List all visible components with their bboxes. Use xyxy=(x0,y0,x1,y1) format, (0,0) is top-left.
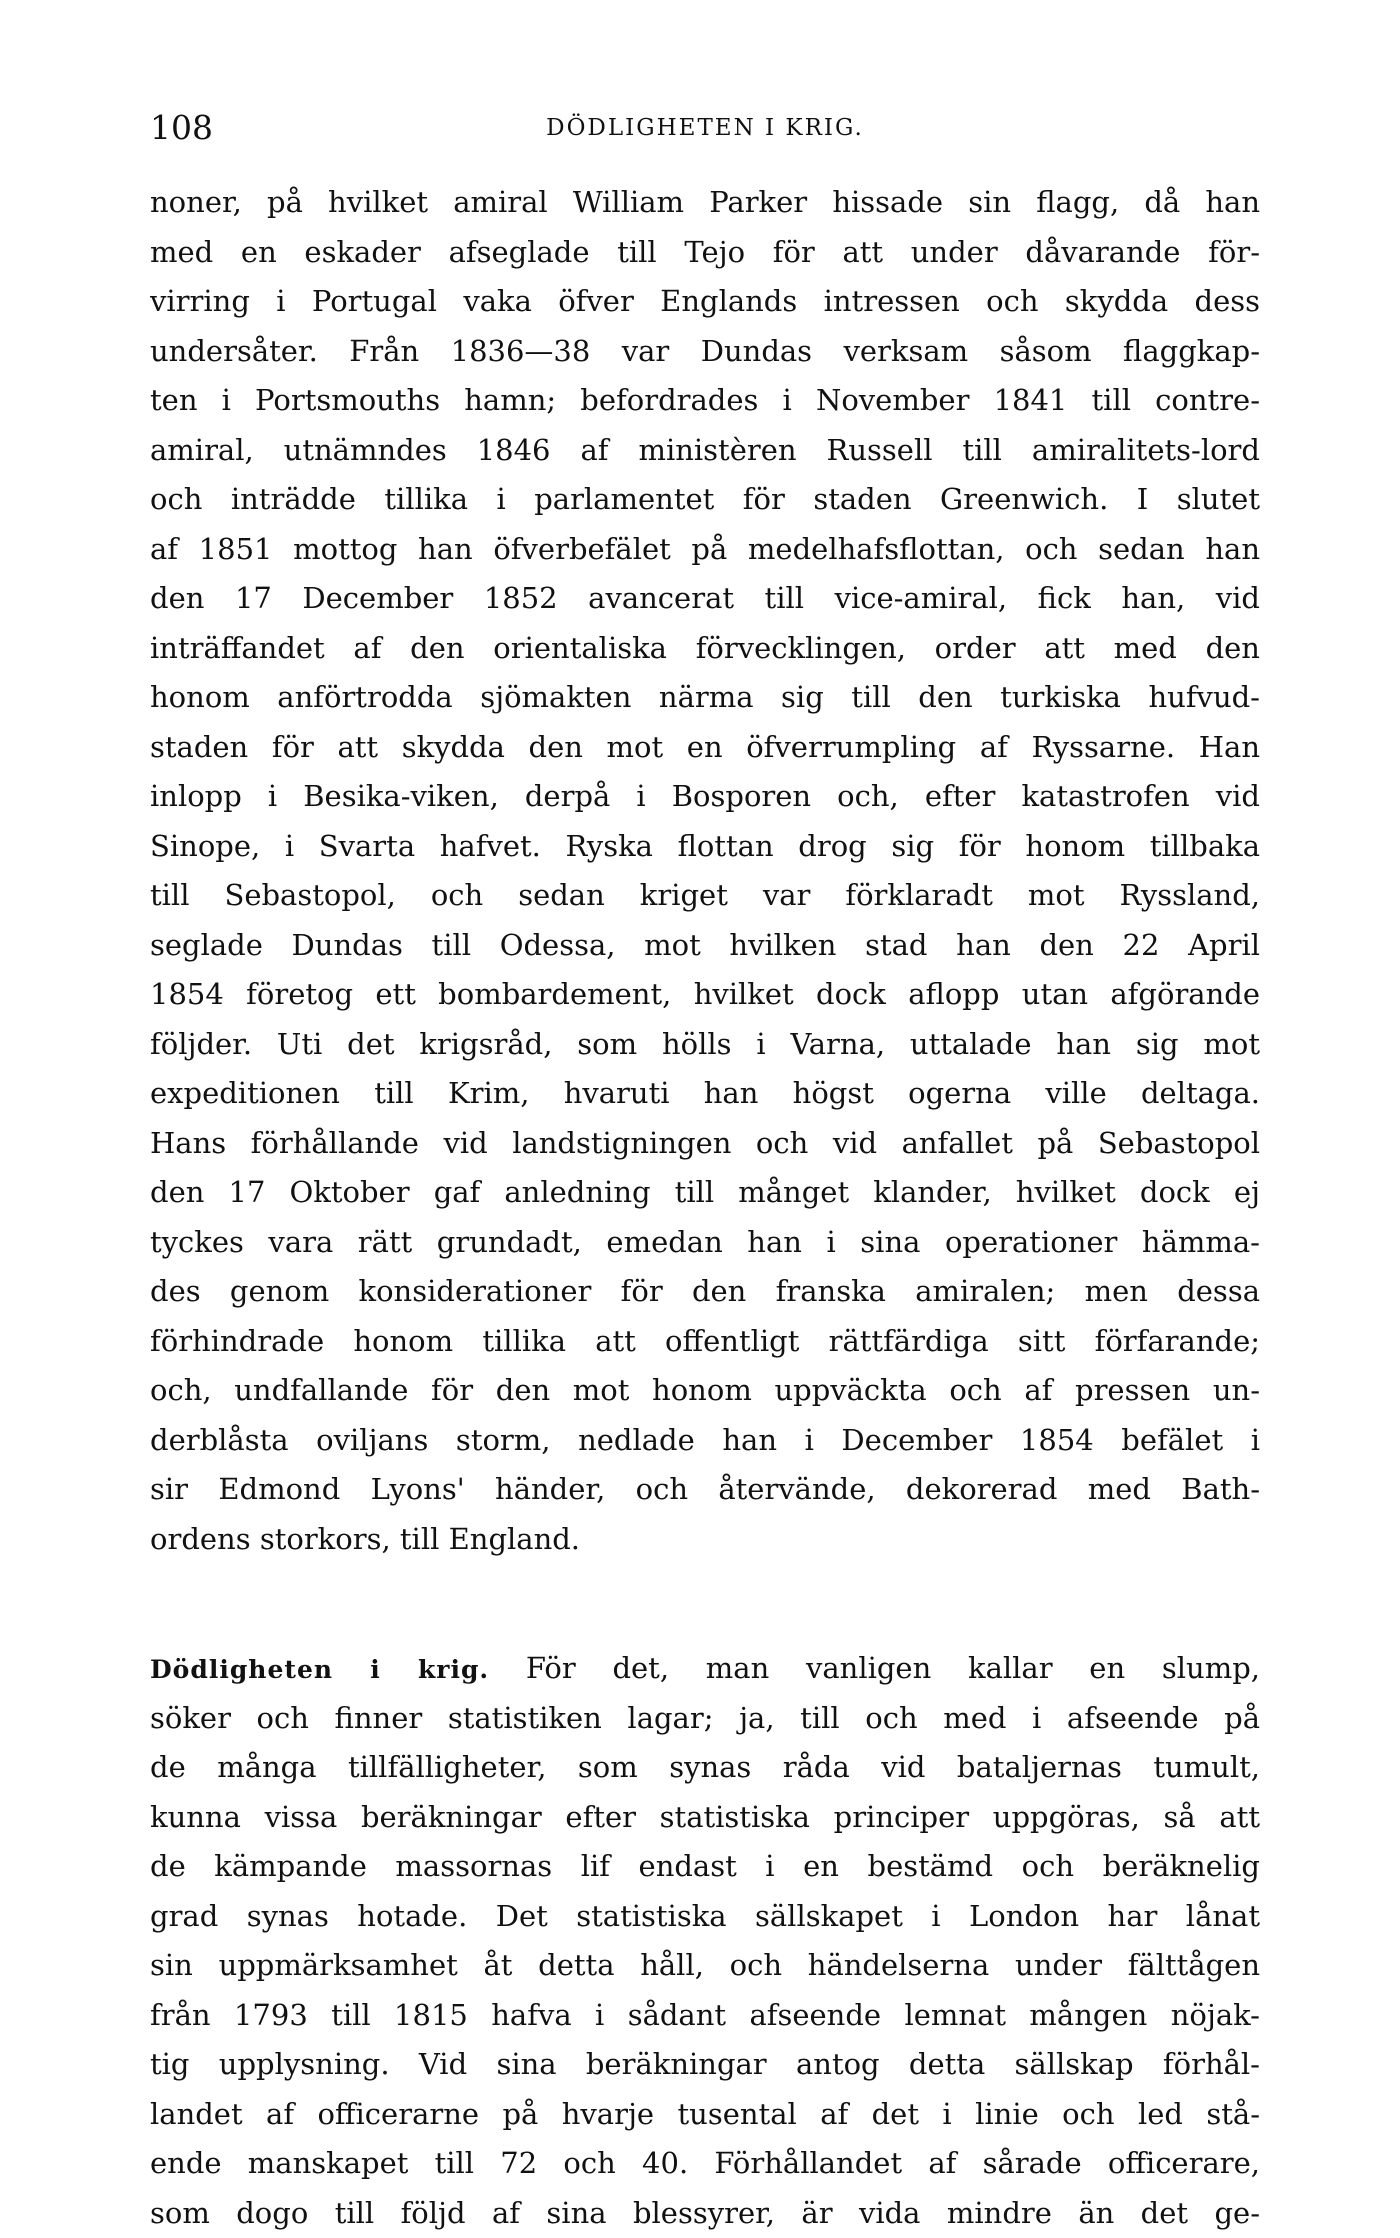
text-line: sin uppmärksamhet åt detta håll, och händelserna under fälttågen xyxy=(150,1948,1260,1982)
text-line: den 17 Oktober gaf anledning till månget klander, hvilket dock ej xyxy=(150,1175,1260,1209)
text-line: seglade Dundas till Odessa, mot hvilken stad han den 22 April xyxy=(150,927,1260,962)
text-line: den 17 December 1852 avancerat till vice-amiral, fick han, vid xyxy=(150,581,1260,615)
page-number: 108 xyxy=(150,108,213,147)
text-line: Hans förhållande vid landstigningen och vid anfallet på Sebastopol xyxy=(150,1125,1260,1160)
text-line: från 1793 till 1815 hafva i sådant afseende lemnat mången nöjak- xyxy=(150,1997,1260,2032)
text-line: de kämpande massornas lif endast i en bestämd och beräknelig xyxy=(150,1849,1260,1883)
text-line: kunna vissa beräkningar efter statistiska principer uppgöras, så att xyxy=(150,1799,1260,1834)
section-first-line xyxy=(150,1644,1260,1694)
text-line: tig upplysning. Vid sina beräkningar antog detta sällskap förhål- xyxy=(150,2047,1260,2081)
running-title: DÖDLIGHETEN I KRIG. xyxy=(546,115,864,141)
section-gap xyxy=(150,1564,1260,1644)
paragraph xyxy=(150,178,1260,1564)
text-line: staden för att skydda den mot en öfverrumpling af Ryssarne. Han xyxy=(150,729,1260,764)
text-line: derblåsta oviljans storm, nedlade han i December 1854 befälet i xyxy=(150,1422,1260,1457)
text-line: landet af officerarne på hvarje tusental af det i linie och led stå- xyxy=(150,2096,1260,2131)
text-line: ten i Portsmouths hamn; befordrades i November 1841 till contre- xyxy=(150,383,1260,417)
text-line: och inträdde tillika i parlamentet för staden Greenwich. I slutet xyxy=(150,482,1260,516)
text-line: följder. Uti det krigsråd, som hölls i Varna, uttalade han sig mot xyxy=(150,1026,1260,1061)
book-page xyxy=(150,100,1260,2238)
text-line: undersåter. Från 1836—38 var Dundas verksam såsom flaggkap- xyxy=(150,333,1260,368)
text-line: tyckes vara rätt grundadt, emedan han i sina operationer hämma- xyxy=(150,1224,1260,1259)
text-line: förhindrade honom tillika att offentligt rättfärdiga sitt förfarande; xyxy=(150,1323,1260,1358)
body-text xyxy=(150,178,1260,2238)
text-line: och, undfallande för den mot honom uppväckta och af pressen un- xyxy=(150,1373,1260,1407)
text-line: ordens storkors, till England. xyxy=(150,1521,581,1556)
text-line: ende manskapet till 72 och 40. Förhållandet af sårade officerare, xyxy=(150,2146,1260,2180)
text-line: sir Edmond Lyons' händer, och återvände, dekorerad med Bath- xyxy=(150,1472,1260,1506)
text-line: de många tillfälligheter, som synas råda vid bataljernas tumult, xyxy=(150,1750,1260,1784)
section-first-line-text: För det, man vanligen kallar en slump, xyxy=(525,1651,1260,1685)
text-line: amiral, utnämndes 1846 af ministèren Russell till amiralitets-lord xyxy=(150,432,1260,467)
text-line: inlopp i Besika-viken, derpå i Bosporen och, efter katastrofen vid xyxy=(150,779,1260,813)
text-line: af 1851 mottog han öfverbefälet på medelhafsflottan, och sedan han xyxy=(150,531,1260,566)
text-line: till Sebastopol, och sedan kriget var förklaradt mot Ryssland, xyxy=(150,878,1260,912)
section-heading: Dödligheten i krig. xyxy=(150,1655,490,1684)
text-line: grad synas hotade. Det statistiska sällskapet i London har lånat xyxy=(150,1898,1260,1933)
text-line: noner, på hvilket amiral William Parker hissade sin flagg, då han xyxy=(150,185,1260,219)
text-line: des genom konsiderationer för den franska amiralen; men dessa xyxy=(150,1274,1260,1308)
running-head xyxy=(150,100,1260,160)
text-line: med en eskader afseglade till Tejo för att under dåvarande för- xyxy=(150,234,1260,269)
text-line: som dogo till följd af sina blessyrer, är vida mindre än det ge- xyxy=(150,2195,1260,2230)
text-line: inträffandet af den orientaliska förvecklingen, order att med den xyxy=(150,630,1260,665)
text-line: virring i Portugal vaka öfver Englands intressen och skydda dess xyxy=(150,284,1260,318)
text-line: honom anförtrodda sjömakten närma sig till den turkiska hufvud- xyxy=(150,680,1260,714)
text-line: expeditionen till Krim, hvaruti han högst ogerna ville deltaga. xyxy=(150,1076,1260,1110)
text-line: 1854 företog ett bombardement, hvilket dock aflopp utan afgörande xyxy=(150,977,1260,1011)
text-line: Sinope, i Svarta hafvet. Ryska flottan drog sig för honom tillbaka xyxy=(150,828,1260,863)
section-dodligheten-i-krig xyxy=(150,1644,1260,2238)
text-line: söker och finner statistiken lagar; ja, till och med i afseende på xyxy=(150,1700,1260,1735)
